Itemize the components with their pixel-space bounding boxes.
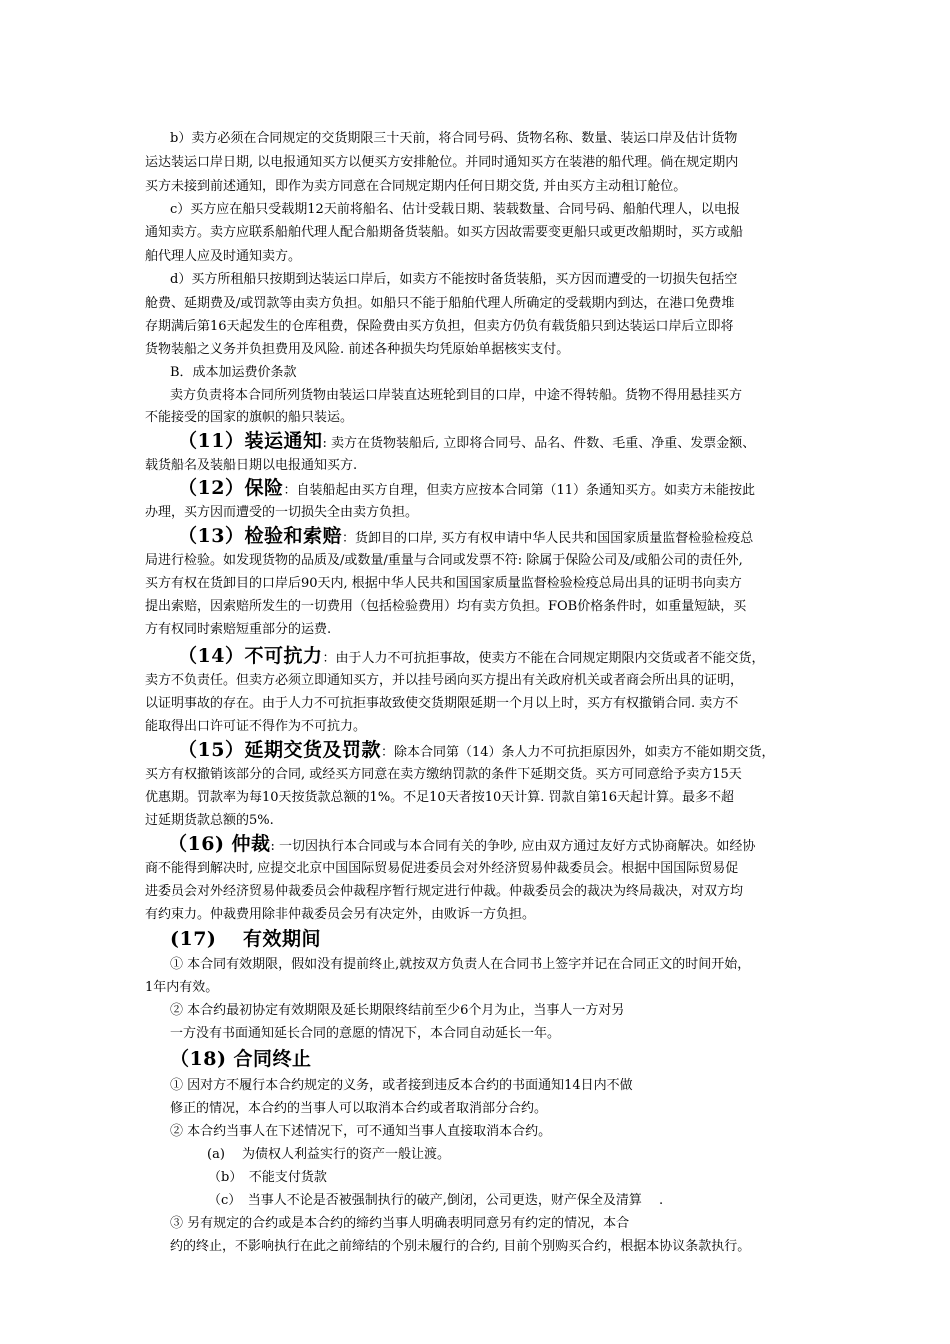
clause-13-text: ：货卸目的口岸, 买方有权申请中华人民共和国国家质量监督检验检疫总 (341, 531, 754, 546)
clause-14-cont-3: 能取得出口许可证不得作为不可抗力。 (145, 719, 367, 734)
clause-16-heading: （16) 仲裁 (168, 833, 271, 855)
paragraph-b-line-3: 买方未接到前述通知，即作为卖方同意在合同规定期内任何日期交货, 并由买方主动租订舱位。 (145, 179, 687, 194)
clause-17-item-1: ① 本合同有效期限，假如没有提前终止,就按双方负责人在合同书上签字并记在合同正文的时间开始， (170, 957, 751, 972)
paragraph-b-line-2: 运达装运口岸日期, 以电报通知买方以便买方安排舱位。并同时通知买方在装港的船代理。倘在规定期内 (145, 155, 739, 170)
clause-12-line (178, 475, 755, 501)
clause-13-cont-1: 局进行检验。如发现货物的品质及/或数量/重量与合同或发票不符: 除属于保险公司及/或船公司的责任外, (145, 553, 743, 568)
clause-17-item-1-cont: 1年内有效。 (145, 980, 219, 995)
clause-15-cont-1: 买方有权撤销该部分的合同, 或经买方同意在卖方缴纳罚款的条件下延期交货。买方可同意给予卖方15天 (145, 767, 742, 782)
clause-14-line (178, 643, 764, 669)
clause-18-sub-a: (a) 为债权人利益实行的资产一般让渡。 (207, 1147, 451, 1162)
clause-12-cont: 办理，买方因而遭受的一切损失全由卖方负担。 (145, 505, 419, 520)
clause-15-cont-2: 优惠期。罚款率为每10天按货款总额的1%。不足10天者按10天计算. 罚款自第16天起计算。最多不超 (145, 790, 735, 805)
clause-18-sub-c: （c） 当事人不论是否被强制执行的破产,倒闭，公司更迭，财产保全及清算 . (208, 1193, 664, 1208)
clause-18-item-1: ① 因对方不履行本合约规定的义务，或者接到违反本合约的书面通知14日内不做 (170, 1078, 633, 1093)
paragraph-c-line-1: c）买方应在船只受载期12天前将船名、估计受载日期、装载数量、合同号码、船舶代理人，以电报 (170, 202, 740, 217)
section-b-line-2: 不能接受的国家的旗帜的船只装运。 (145, 410, 354, 425)
clause-14-heading: （14）不可抗力 (178, 645, 323, 667)
clause-12-text: ：自装船起由买方自理，但卖方应按本合同第（11）条通知买方。如卖方未能按此 (283, 483, 755, 498)
paragraph-c-line-3: 舶代理人应及时通知卖方。 (145, 249, 302, 264)
clause-13-cont-2: 买方有权在货卸目的口岸后90天内, 根据中华人民共和国国家质量监督检验检疫总局出具的证明书向卖方 (145, 576, 742, 591)
clause-14-cont-2: 以证明事故的存在。由于人力不可抗拒事故致使交货期限延期一个月以上时，买方有权撤销合同. 卖方不 (145, 696, 739, 711)
clause-13-heading: （13）检验和索赔 (178, 525, 342, 547)
clause-15-heading: （15）延期交货及罚款 (178, 739, 381, 761)
clause-15-text: ：除本合同第（14）条人力不可抗拒原因外，如卖方不能如期交货， (380, 745, 775, 760)
clause-16-cont-1: 商不能得到解决时, 应提交北京中国国际贸易促进委员会对外经济贸易仲裁委员会。根据中国国际贸易促 (145, 861, 739, 876)
paragraph-d-line-4: 货物装船之义务并负担费用及风险. 前述各种损失均凭原始单据核实支付。 (145, 342, 570, 357)
clause-18-item-3-cont: 约的终止，不影响执行在此之前缔结的个别未履行的合约, 目前个别购买合约，根据本协议条款执行。 (170, 1239, 751, 1254)
clause-14-cont-1: 卖方不负责任。但卖方必须立即通知买方，并以挂号函向买方提出有关政府机关或者商会所出具的证明， (145, 673, 744, 688)
clause-11-text: : 卖方在货物装船后, 立即将合同号、品名、件数、毛重、净重、发票金额、 (322, 436, 756, 451)
clause-18-item-2: ② 本合约当事人在下述情况下，可不通知当事人直接取消本合约。 (170, 1124, 552, 1139)
clause-17-item-2-cont: 一方没有书面通知延长合同的意愿的情况下，本合同自动延长一年。 (170, 1026, 561, 1041)
section-b-title: B．成本加运费价条款 (170, 365, 297, 380)
clause-11-heading: （11）装运通知 (178, 430, 323, 452)
paragraph-d-line-3: 存期满后第16天起发生的仓库租费，保险费由买方负担，但卖方仍负有载货船只到达装运口岸后立即将 (145, 319, 734, 334)
clause-15-line (178, 737, 775, 763)
clause-18-sub-b: （b） 不能支付货款 (208, 1170, 327, 1185)
clause-17-item-2: ② 本合约最初协定有效期限及延长期限终结前至少6个月为止，当事人一方对另 (170, 1003, 625, 1018)
clause-18-item-1-cont: 修正的情况，本合约的当事人可以取消本合约或者取消部分合约。 (170, 1101, 548, 1116)
clause-16-cont-2: 进委员会对外经济贸易仲裁委员会仲裁程序暂行规定进行仲裁。仲裁委员会的裁决为终局裁决，对双方均 (145, 884, 744, 899)
clause-18-heading: （18) 合同终止 (170, 1048, 312, 1070)
clause-13-cont-3: 提出索赔，因索赔所发生的一切费用（包括检验费用）均有卖方负担。FOB价格条件时，如重量短缺，买 (145, 599, 747, 614)
clause-14-text: ：由于人力不可抗拒事故，使卖方不能在合同规定期限内交货或者不能交货， (322, 651, 765, 666)
clause-17-heading-line (170, 926, 321, 952)
clause-16-text: : 一切因执行本合同或与本合同有关的争吵, 应由双方通过友好方式协商解决。如经协 (270, 839, 756, 854)
clause-16-cont-3: 有约束力。仲裁费用除非仲裁委员会另有决定外，由败诉一方负担。 (145, 907, 536, 922)
clause-12-heading: （12）保险 (178, 477, 284, 499)
section-b-line-1: 卖方负责将本合同所列货物由装运口岸装直达班轮到目的口岸，中途不得转船。货物不得用悬挂买方 (170, 388, 743, 403)
clause-11-cont: 载货船名及装船日期以电报通知买方. (145, 458, 358, 473)
clause-16-line (168, 831, 755, 857)
clause-13-line (178, 523, 753, 549)
clause-18-item-3: ③ 另有规定的合约或是本合约的缔约当事人明确表明同意另有约定的情况，本合 (170, 1216, 630, 1231)
clause-11-line (178, 428, 755, 454)
paragraph-d-line-2: 舱费、延期费及/或罚款等由卖方负担。如船只不能于船舶代理人所确定的受载期内到达，在港口免费堆 (145, 296, 735, 311)
paragraph-b-line-1: b）卖方必须在合同规定的交货期限三十天前，将合同号码、货物名称、数量、装运口岸及估计货物 (170, 131, 738, 146)
clause-17-heading: (17) 有效期间 (170, 928, 322, 950)
clause-15-cont-3: 过延期货款总额的5%. (145, 813, 274, 828)
clause-18-heading-line (170, 1046, 312, 1072)
clause-13-cont-4: 方有权同时索赔短重部分的运费. (145, 622, 332, 637)
paragraph-c-line-2: 通知卖方。卖方应联系船舶代理人配合船期备货装船。如买方因故需要变更船只或更改船期时，买方或船 (145, 225, 744, 240)
paragraph-d-line-1: d）买方所租船只按期到达装运口岸后，如卖方不能按时备货装船，买方因而遭受的一切损失包括空 (170, 272, 738, 287)
